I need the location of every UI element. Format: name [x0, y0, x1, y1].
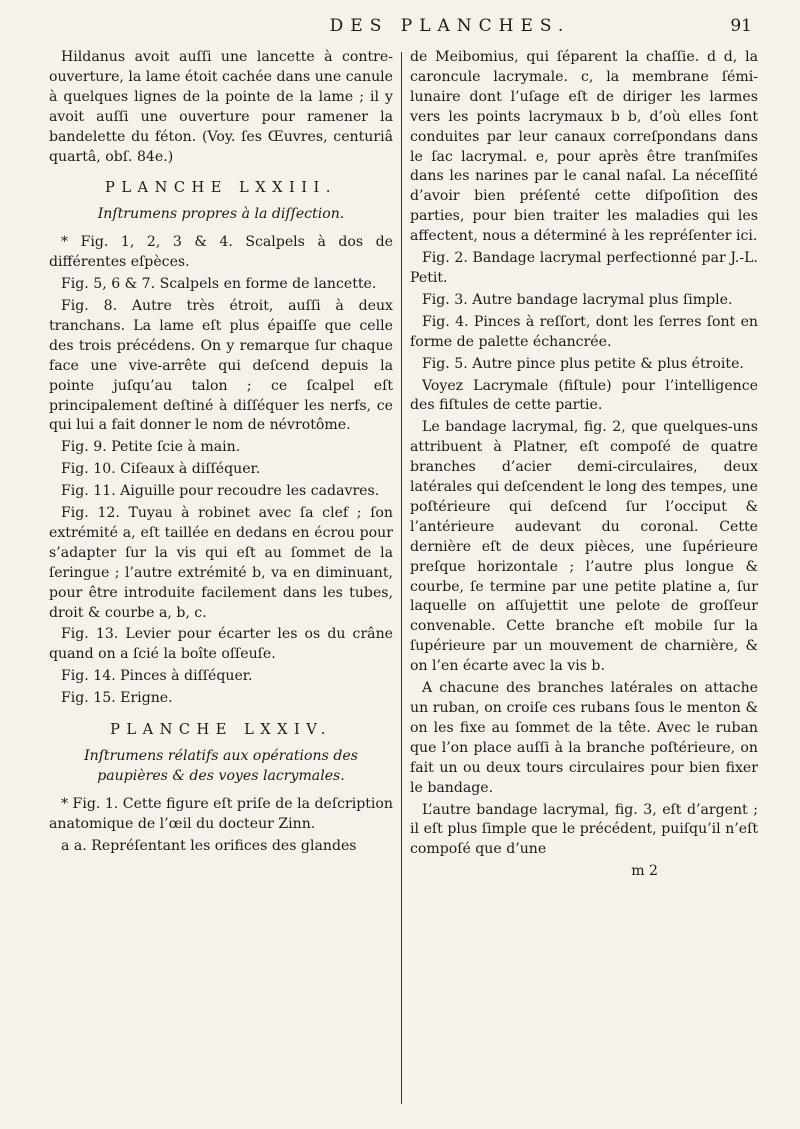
left-column	[49, 48, 393, 859]
running-title: DES PLANCHES.	[329, 16, 571, 36]
entry-fig1-4: * Fig. 1, 2, 3 & 4. Scalpels à dos de différentes eſpèces.	[49, 234, 393, 271]
entry-r-fig3: Fig. 3. Autre bandage lacrymal plus ſimple.	[422, 291, 733, 308]
entry-fig13: Fig. 13. Levier pour écarter les os du crâne quand on a ſcié la boîte oſſeuſe.	[49, 626, 393, 663]
entry-fig8: Fig. 8. Autre très étroit, auſſi à deux tranchans. La lame eſt plus épaiſſe que celle des trois précédens. On y remarque ſur chaque face une vive-arrête qui deſcend depuis la pointe juſqu’au talon ; ce ſcalpel eſt principalement deſtiné à diſſéquer les nerfs, ce qui lui a fait donner le nom de névrotôme.	[49, 297, 393, 434]
plate-subtitle-lxxiv: Inſtrumens rélatifs aux opérations des paupières & des voyes lacrymales.	[84, 748, 358, 784]
running-head	[40, 16, 760, 44]
paragraph-bandage: Le bandage lacrymal, fig. 2, que quelques-uns attribuent à Platner, eſt compoſé de quatre branches d’acier demi-circulaires, deux latérales qui deſcendent le long des tempes, une poſtérieure qui deſcend ſur l’occiput & l’antérieure audevant du coronal. Cette dernière eſt de deux pièces, une ſupérieure preſque horizontale ; l’autre plus longue & courbe, ſe termine par une petite platine a, ſur laquelle on aſſujettit une pelote de groſſeur convenable. Cette branche eſt mobile ſur la ſupérieure par un mouvement de charnière, & on l’en écarte avec la vis b.	[410, 419, 758, 675]
entry-fig1-eye: * Fig. 1. Cette figure eſt priſe de la deſcription anatomique de l’œil du docteur Zinn.	[49, 795, 393, 832]
plate-heading-lxxiv: PLANCHE LXXIV.	[110, 721, 332, 739]
entry-r-fig4: Fig. 4. Pinces à reſſort, dont les ſerres ſont en forme de palette échancrée.	[410, 313, 758, 350]
entry-fig9: Fig. 9. Petite ſcie à main.	[61, 439, 241, 456]
entry-fig11: Fig. 11. Aiguille pour recoudre les cadavres.	[61, 483, 380, 500]
entry-fig14: Fig. 14. Pinces à diſſéquer.	[61, 668, 253, 685]
entry-aa: a a. Repréſentant les orifices des glandes	[61, 837, 357, 854]
right-column	[410, 48, 758, 882]
entry-r-fig2: Fig. 2. Bandage lacrymal perfectionné par J.-L. Petit.	[410, 250, 758, 286]
plate-subtitle-lxxiii: Inſtrumens propres à la diſſection.	[97, 206, 345, 223]
column-divider	[401, 52, 402, 1104]
paragraph-rubans: A chacune des branches latérales on attache un ruban, on croiſe ces rubans ſous le menton & on les fixe au ſommet de la tête. Avec le ruban que l’on place auſſi à la branche poſtérieure, on fait un ou deux tours circulaires pour bien fixer le bandage.	[410, 680, 758, 796]
entry-fig15: Fig. 15. Erigne.	[61, 690, 173, 707]
entry-r-fig5: Fig. 5. Autre pince plus petite & plus étroite.	[422, 355, 744, 372]
entry-fig10: Fig. 10. Ciſeaux à diſſéquer.	[61, 461, 261, 478]
catchword: m 2	[631, 863, 658, 880]
paragraph-voyez: Voyez Lacrymale (fiſtule) pour l’intelligence des fiſtules de cette partie.	[410, 377, 758, 414]
paragraph-autre-bandage: L’autre bandage lacrymal, fig. 3, eſt d’argent ; il eſt plus ſimple que le précédent, puiſqu’il n’eſt compoſé que d’une	[410, 801, 758, 858]
paragraph-meibomius: de Meibomius, qui ſéparent la chaſſie. d d, la caroncule lacrymale. c, la membrane ſémi-lunaire dont l’uſage eſt de diriger les larmes vers les points lacrymaux b b, d’où elles ſont conduites par leur canaux correſpondans dans le ſac lacrymal. e, pour après être tranſmiſes dans les narines par le canal naſal. La néceſſité d’avoir bien préſenté cette diſpoſition des parties, pour bien traiter les maladies qui les affectent, nous a déterminé à les repréſenter ici.	[410, 49, 758, 245]
paragraph-hildanus: Hildanus avoit auſſi une lancette à contre-ouverture, la lame étoit cachée dans une canule à quelques lignes de la pointe de la lame ; il y avoit auſſi une ouverture pour ramener la bandelette du féton. (Voy. ſes Œuvres, centuriâ quartâ, obſ. 84e.)	[49, 49, 393, 165]
entry-fig12: Fig. 12. Tuyau à robinet avec ſa clef ; ſon extrémité a, eſt taillée en dedans en écrou pour s’adapter ſur la vis qui eſt au ſommet de la ſeringue ; l’autre extrémité b, va en diminuant, pour être introduite facilement dans les tubes, droit & courbe a, b, c.	[49, 505, 393, 621]
entry-fig5-7: Fig. 5, 6 & 7. Scalpels en forme de lancette.	[61, 276, 377, 293]
plate-heading-lxxiii: PLANCHE LXXIII.	[105, 179, 337, 197]
page-number: 91	[730, 16, 752, 36]
